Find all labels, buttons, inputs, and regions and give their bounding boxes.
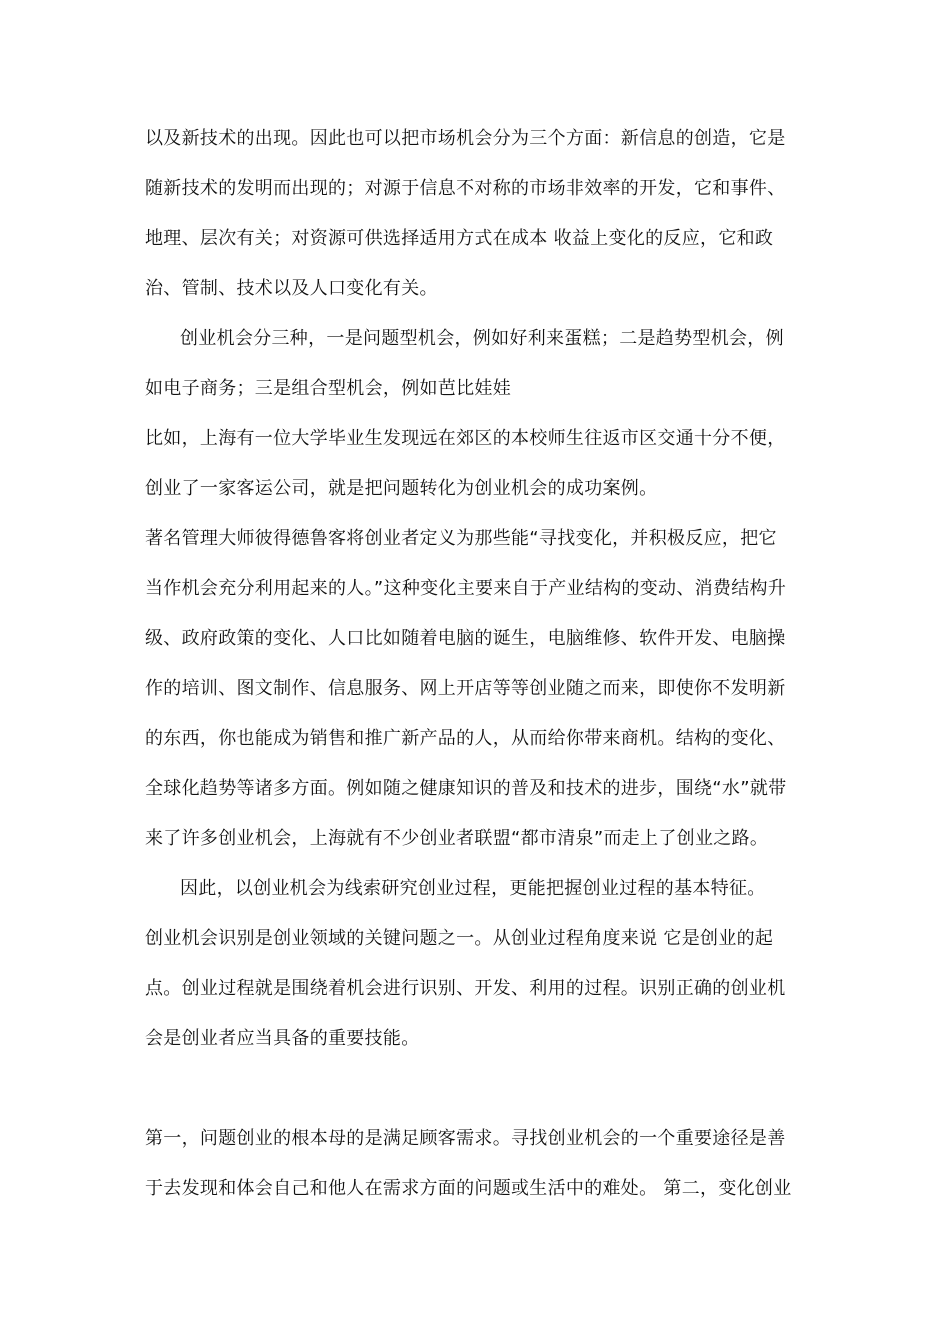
text-line: 的东西，你也能成为销售和推广新产品的人，从而给你带来商机。结构的变化、 (145, 728, 786, 749)
text-line: 来了许多创业机会，上海就有不少创业者联盟“都市清泉”而走上了创业之路。 (145, 828, 769, 849)
text-line: 地理、层次有关；对资源可供选择适用方式在成本 收益上变化的反应，它和政 (145, 228, 774, 249)
text-line: 如电子商务；三是组合型机会，例如芭比娃娃 (145, 378, 511, 399)
text-line: 随新技术的发明而出现的；对源于信息不对称的市场非效率的开发，它和事件、 (145, 178, 786, 199)
text-line: 第一，问题创业的根本母的是满足顾客需求。寻找创业机会的一个重要途径是善 (145, 1128, 786, 1149)
text-line: 级、政府政策的变化、人口比如随着电脑的诞生，电脑维修、软件开发、电脑操 (145, 628, 786, 649)
text-line: 著名管理大师彼得德鲁客将创业者定义为那些能“寻找变化，并积极反应，把它 (145, 528, 777, 549)
text-line: 点。创业过程就是围绕着机会进行识别、开发、利用的过程。识别正确的创业机 (145, 978, 786, 999)
text-line: 会是创业者应当具备的重要技能。 (145, 1028, 420, 1049)
text-line: 作的培训、图文制作、信息服务、网上开店等等创业随之而来，即使你不发明新 (145, 678, 786, 699)
text-line: 创业机会识别是创业领域的关键问题之一。从创业过程角度来说 它是创业的起 (145, 928, 774, 949)
text-line: 全球化趋势等诸多方面。例如随之健康知识的普及和技术的进步，围绕“水”就带 (145, 778, 787, 799)
text-line: 治、管制、技术以及人口变化有关。 (145, 278, 438, 299)
text-line: 当作机会充分利用起来的人。”这种变化主要来自于产业结构的变动、消费结构升 (145, 578, 787, 599)
text-line: 创业机会分三种，一是问题型机会，例如好利来蛋糕；二是趋势型机会，例 (180, 328, 784, 349)
text-line: 创业了一家客运公司，就是把问题转化为创业机会的成功案例。 (145, 478, 658, 499)
text-line: 比如，上海有一位大学毕业生发现远在郊区的本校师生往返市区交通十分不便， (145, 428, 786, 449)
text-line: 以及新技术的出现。因此也可以把市场机会分为三个方面：新信息的创造，它是 (145, 128, 786, 149)
text-line: 于去发现和体会自己和他人在需求方面的问题或生活中的难处。 第二，变化创业 (145, 1178, 792, 1199)
text-line: 因此，以创业机会为线索研究创业过程，更能把握创业过程的基本特征。 (180, 878, 766, 899)
